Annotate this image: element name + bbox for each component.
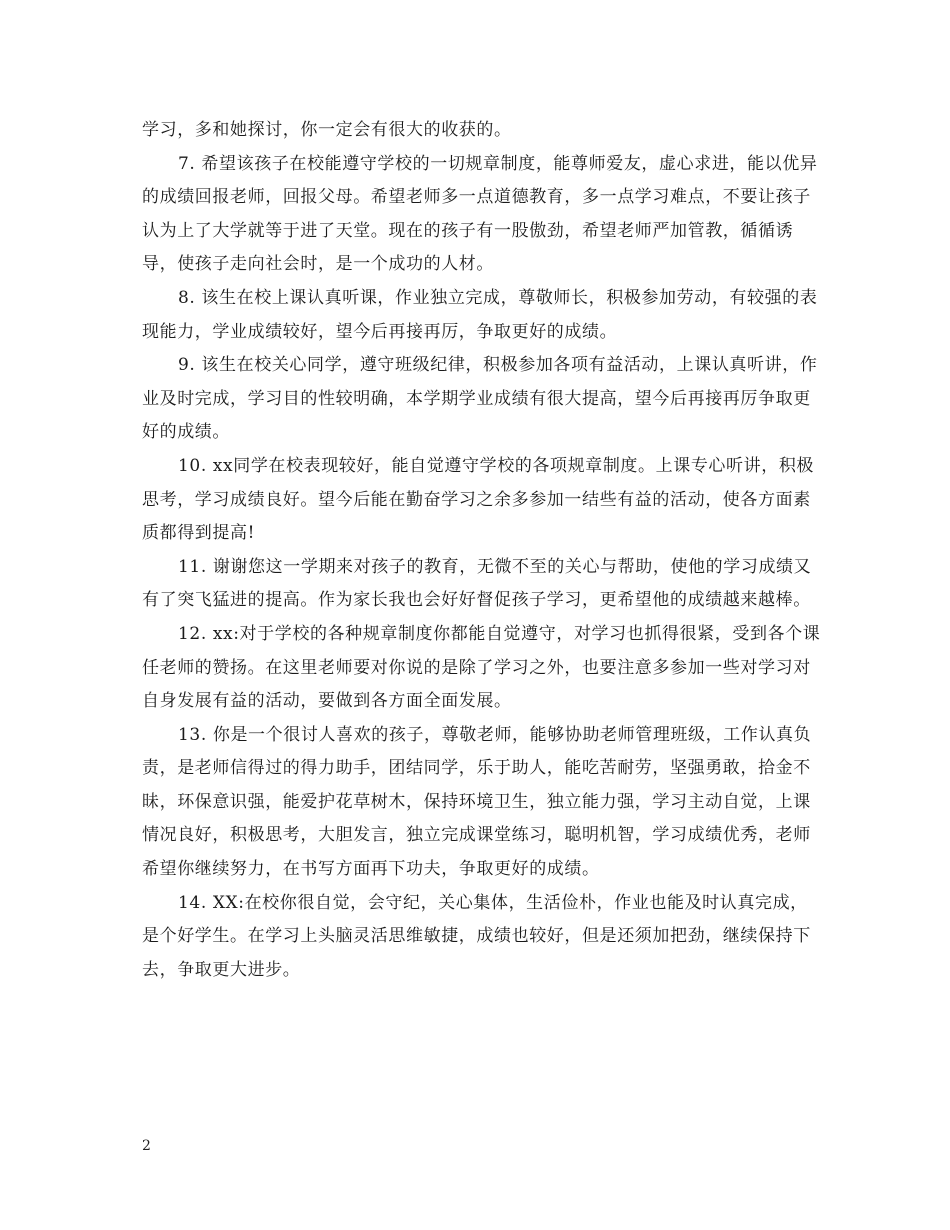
paragraph-item-7: 7. 希望该孩子在校能遵守学校的一切规章制度，能尊师爱友，虚心求进，能以优异的成绩回报老师，回报父母。希望老师多一点道德教育，多一点学习难点，不要让孩子认为上了大学就等于进了天堂。现在的孩子有一股傲劲，希望老师严加管教，循循诱导，使孩子走向社会时，是一个成功的人材。 (142, 153, 818, 275)
paragraph-item-8: 8. 该生在校上课认真听课，作业独立完成，尊敬师长，积极参加劳动，有较强的表现能力，学业成绩较好，望今后再接再厉，争取更好的成绩。 (142, 287, 818, 342)
document-body (142, 114, 822, 987)
page-number: 2 (142, 1138, 151, 1154)
paragraph-item-13: 13. 你是一个很讨人喜欢的孩子，尊敬老师，能够协助老师管理班级，工作认真负责，是老师信得过的得力助手，团结同学，乐于助人，能吃苦耐劳，坚强勇敢，拾金不昧，环保意识强，能爱护花草树木，保持环境卫生，独立能力强，学习主动自觉，上课情况良好，积极思考，大胆发言，独立完成课堂练习，聪明机智，学习成绩优秀，老师希望你继续努力，在书写方面再下功夫，争取更好的成绩。 (142, 724, 812, 880)
paragraph-item-11: 11. 谢谢您这一学期来对孩子的教育，无微不至的关心与帮助，使他的学习成绩又有了突飞猛进的提高。作为家长我也会好好督促孩子学习，更希望他的成绩越来越棒。 (142, 556, 812, 611)
paragraph-item-9: 9. 该生在校关心同学，遵守班级纪律，积极参加各项有益活动，上课认真听讲，作业及时完成，学习目的性较明确，本学期学业成绩有很大提高，望今后再接再厉争取更好的成绩。 (142, 355, 818, 443)
paragraph-item-12: 12. xx:对于学校的各种规章制度你都能自觉遵守，对学习也抓得很紧，受到各个课任老师的赞扬。在这里老师要对你说的是除了学习之外，也要注意多参加一些对学习对自身发展有益的活动，要做到各方面全面发展。 (142, 623, 821, 712)
paragraph-item-10: 10. xx同学在校表现较好，能自觉遵守学校的各项规章制度。上课专心听讲，积极思考，学习成绩良好。望今后能在勤奋学习之余多参加一结些有益的活动，使各方面素质都得到提高! (142, 455, 815, 544)
paragraph-continuation: 学习，多和她探讨，你一定会有很大的收获的。 (142, 120, 512, 140)
paragraph-item-14: 14. XX:在校你很自觉，会守纪，关心集体，生活俭朴，作业也能及时认真完成，是个好学生。在学习上头脑灵活思维敏捷，成绩也较好，但是还须加把劲，继续保持下去，争取更大进步。 (142, 892, 811, 980)
